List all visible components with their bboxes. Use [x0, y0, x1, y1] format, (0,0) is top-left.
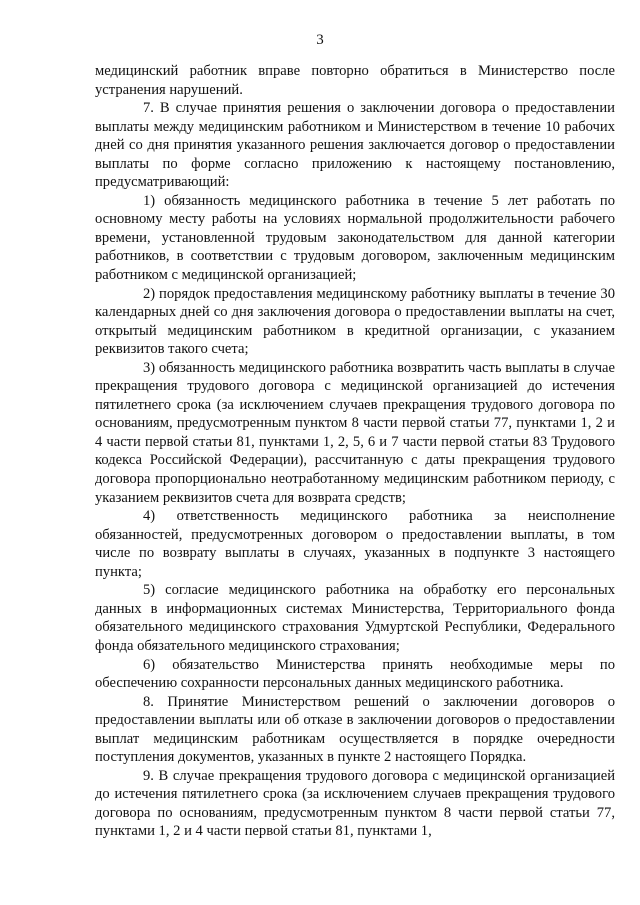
subparagraph-6: 6) обязательство Министерства принять необходимые меры по обеспечению сохранности персональных данных медицинского работника. [95, 656, 615, 692]
subparagraph-3: 3) обязанность медицинского работника возвратить часть выплаты в случае прекращения трудового договора с медицинской организацией до истечения пятилетнего срока (за исключением случаев прекращения трудового договора по основаниям, предусмотренным пунктом 8 части первой статьи 77, пунктами 1, 2 и 4 части первой статьи 81, пунктами 1, 2, 5, 6 и 7 части первой статьи 83 Трудового кодекса Российской Федерации), рассчитанную с даты прекращения трудового договора пропорционально неотработанному медицинским работником периоду, с указанием реквизитов счета для возврата средств; [95, 359, 615, 506]
document-body [95, 62, 615, 841]
subparagraph-1: 1) обязанность медицинского работника в течение 5 лет работать по основному месту работы на условиях нормальной продолжительности рабочего времени, установленной трудовым законодательством для данной категории работников, в соответствии с трудовым договором, заключенным медицинским работником с медицинской организацией; [95, 192, 615, 284]
subparagraph-5: 5) согласие медицинского работника на обработку его персональных данных в информационных системах Министерства, Территориального фонда обязательного медицинского страхования Удмуртской Республики, Федерального фонда обязательного медицинского страхования; [95, 582, 615, 654]
paragraph-item-8: 8. Принятие Министерством решений о заключении договоров о предоставлении выплаты или об отказе в заключении договоров о предоставлении выплат медицинским работникам осуществляется в порядке очередности поступления документов, указанных в пункте 2 настоящего Порядка. [95, 693, 615, 766]
subparagraph-2: 2) порядок предоставления медицинскому работнику выплаты в течение 30 календарных дней со дня заключения договора о предоставлении выплаты на счет, открытый медицинским работником в кредитной организации, с указанием реквизитов такого счета; [95, 285, 615, 358]
page-number: 3 [316, 32, 324, 48]
paragraph-continuation: медицинский работник вправе повторно обратиться в Министерство после устранения нарушений. [95, 63, 615, 98]
subparagraph-4: 4) ответственность медицинского работника за неисполнение обязанностей, предусмотренных договором о предоставлении выплаты, в том числе по возврату выплаты в случаях, указанных в подпункте 3 настоящего пункта; [95, 508, 615, 580]
paragraph-item-9: 9. В случае прекращения трудового договора с медицинской организацией до истечения пятилетнего срока (за исключением случаев прекращения трудового договора по основаниям, предусмотренным пунктом 8 части первой статьи 77, пунктами 1, 2 и 4 части первой статьи 81, пунктами 1, [95, 767, 615, 840]
paragraph-item-7: 7. В случае принятия решения о заключении договора о предоставлении выплаты между медицинским работником и Министерством в течение 10 рабочих дней со дня принятия указанного решения заключается договор о предоставлении выплаты по форме согласно приложению к настоящему постановлению, предусматривающий: [95, 100, 615, 191]
